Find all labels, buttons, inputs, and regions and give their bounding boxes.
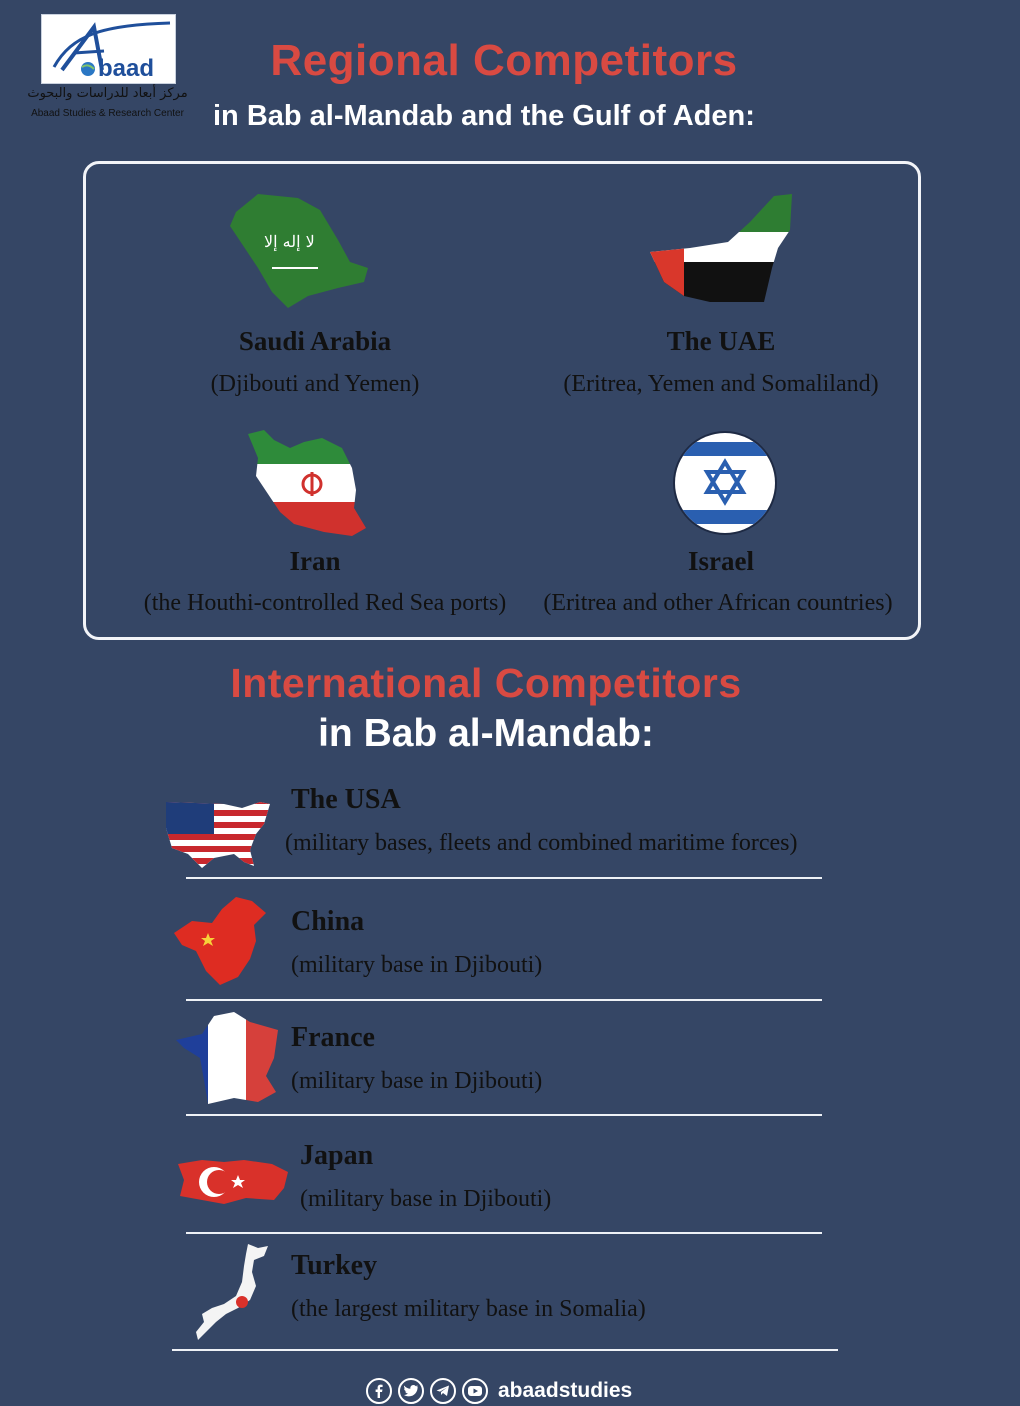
row-divider [186, 1232, 822, 1234]
svg-text:baad: baad [98, 55, 155, 82]
international-name: France [291, 1022, 375, 1053]
row-divider [172, 1349, 838, 1351]
regional-subtitle: in Bab al-Mandab and the Gulf of Aden: [213, 100, 755, 132]
regional-title: Regional Competitors [270, 36, 738, 85]
international-note: (military base in Djibouti) [291, 952, 543, 978]
facebook-icon[interactable] [366, 1378, 392, 1404]
iran-map-icon [244, 428, 370, 540]
china-map-icon [172, 895, 268, 987]
international-name: The USA [291, 784, 401, 815]
social-handle: abaadstudies [498, 1379, 633, 1402]
saudi-arabia-map-icon [228, 192, 370, 310]
international-note: (military base in Djibouti) [291, 1068, 543, 1094]
turkey-map-icon [176, 1158, 290, 1208]
international-title: International Competitors [230, 660, 742, 706]
international-subtitle: in Bab al-Mandab: [318, 712, 654, 755]
regional-note: (the Houthi-controlled Red Sea ports) [143, 590, 507, 616]
international-name: China [291, 906, 365, 937]
regional-name: Israel [688, 546, 754, 576]
twitter-icon[interactable] [398, 1378, 424, 1404]
uae-map-icon [650, 192, 796, 304]
logo-arabic-text: مركز أبعاد للدراسات والبحوث [27, 86, 188, 101]
international-note: (the largest military base in Somalia) [291, 1296, 646, 1322]
regional-note: (Eritrea and other African countries) [543, 590, 893, 616]
row-divider [186, 877, 822, 879]
regional-note: (Djibouti and Yemen) [210, 371, 420, 397]
regional-name: Saudi Arabia [238, 326, 392, 356]
regional-name: Iran [289, 546, 341, 576]
international-name: Japan [300, 1140, 374, 1171]
regional-note: (Eritrea, Yemen and Somaliland) [563, 371, 879, 397]
svg-text:ﻻ إله إلا: ﻻ إله إلا [264, 232, 315, 251]
usa-map-icon [164, 798, 274, 870]
international-note: (military bases, fleets and combined maritime forces) [285, 830, 798, 856]
row-divider [186, 999, 822, 1001]
regional-name: The UAE [666, 326, 776, 356]
israel-flag-icon [672, 430, 778, 536]
telegram-icon[interactable] [430, 1378, 456, 1404]
international-note: (military base in Djibouti) [300, 1186, 552, 1212]
france-map-icon [174, 1010, 282, 1106]
row-divider [186, 1114, 822, 1116]
youtube-icon[interactable] [462, 1378, 488, 1404]
footer-social [366, 1376, 632, 1406]
international-name: Turkey [291, 1250, 378, 1281]
japan-map-icon [194, 1242, 272, 1342]
logo-english-text: Abaad Studies & Research Center [31, 108, 184, 119]
